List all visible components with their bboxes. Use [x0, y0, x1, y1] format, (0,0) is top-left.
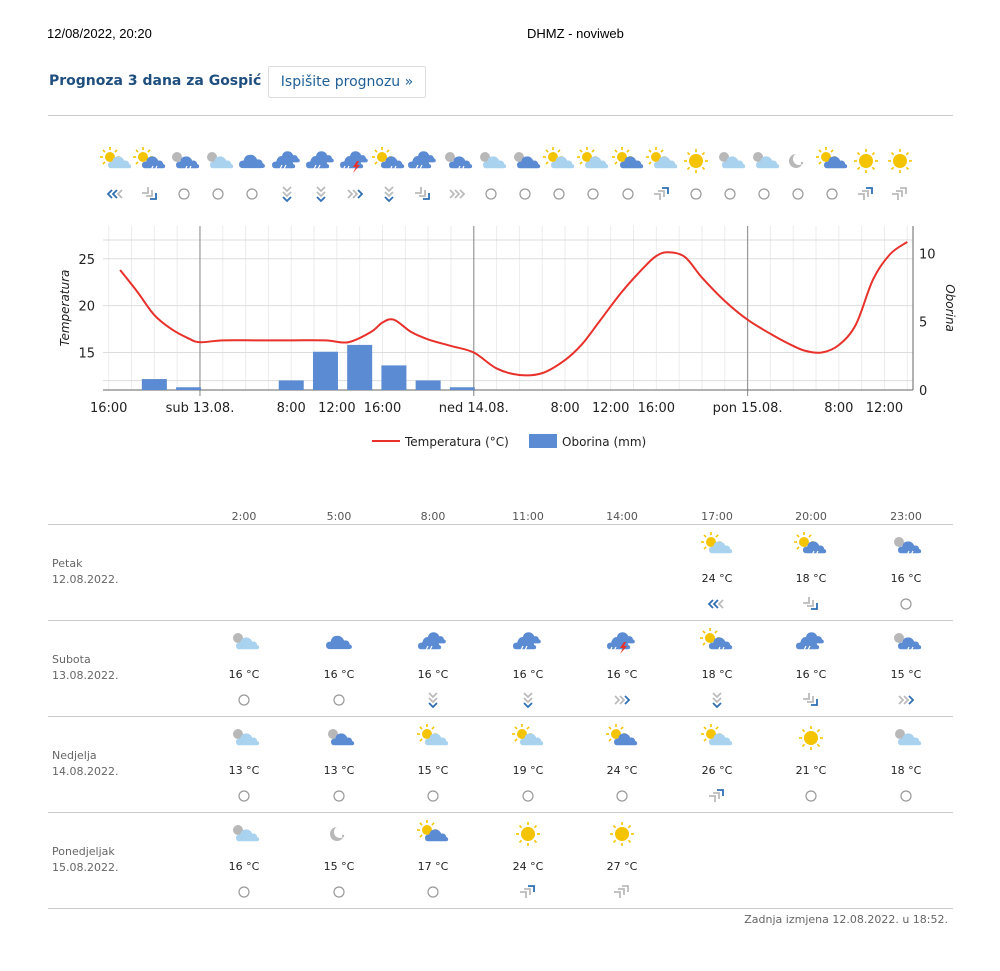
cell-temperature: 15 °C — [890, 668, 922, 681]
cell-temperature: 16 °C — [228, 668, 260, 681]
wind-se-gray-icon — [800, 595, 822, 613]
table-hour-header: 11:00 — [512, 510, 544, 523]
wind-down-blue-icon — [517, 691, 539, 709]
calm-icon — [422, 883, 444, 901]
cloud-dark-icon — [321, 628, 357, 656]
sun-cloud-dark-icon — [604, 724, 640, 752]
sun-icon — [793, 724, 829, 752]
x-axis-tick: 16:00 — [637, 401, 676, 416]
cell-temperature: 27 °C — [606, 860, 638, 873]
calm-icon — [800, 787, 822, 805]
cloud-rain-icon — [415, 628, 451, 656]
left-axis-tick: 15 — [78, 346, 95, 362]
wind-down-blue-icon — [706, 691, 728, 709]
precip-bar — [381, 365, 406, 390]
right-axis-tick: 10 — [919, 247, 936, 263]
calm-icon — [895, 787, 917, 805]
forecast-chart — [0, 0, 1000, 460]
moon-cloud-light-icon — [888, 724, 924, 752]
table-row-divider — [48, 812, 953, 813]
x-axis-tick: sub 13.08. — [165, 401, 235, 416]
table-hour-header: 2:00 — [231, 510, 257, 523]
cell-temperature: 15 °C — [323, 860, 355, 873]
cell-temperature: 24 °C — [606, 764, 638, 777]
calm-icon — [328, 691, 350, 709]
table-hour-header: 14:00 — [606, 510, 638, 523]
right-axis-tick: 5 — [919, 315, 928, 331]
x-axis-tick: 12:00 — [865, 401, 904, 416]
table-row-divider — [48, 716, 953, 717]
moon-cloud-light-icon — [226, 628, 262, 656]
precip-bar — [279, 380, 304, 390]
last-modified: Zadnja izmjena 12.08.2022. u 18:52. — [744, 913, 948, 926]
moon-cloud-rain-icon — [888, 628, 924, 656]
cell-temperature: 24 °C — [701, 572, 733, 585]
wind-se-gray-icon — [800, 691, 822, 709]
print-forecast-button[interactable]: Ispišite prognozu » — [268, 66, 426, 98]
precip-bar — [416, 380, 441, 390]
cell-temperature: 16 °C — [323, 668, 355, 681]
cell-temperature: 16 °C — [795, 668, 827, 681]
calm-icon — [517, 787, 539, 805]
cell-temperature: 16 °C — [606, 668, 638, 681]
right-axis-label: Oborina — [943, 284, 957, 332]
day-date: 15.08.2022. — [52, 861, 119, 874]
x-axis-tick: 8:00 — [276, 401, 306, 416]
x-axis-tick: 8:00 — [550, 401, 580, 416]
sun-cloud-light-icon — [699, 532, 735, 560]
moon-cloud-rain-icon — [888, 532, 924, 560]
cell-temperature: 16 °C — [228, 860, 260, 873]
sun-cloud-light-icon — [415, 724, 451, 752]
sun-icon — [604, 820, 640, 848]
wind-down-blue-icon — [422, 691, 444, 709]
calm-icon — [895, 595, 917, 613]
wind-ne-blue-icon — [517, 883, 539, 901]
day-name: Nedjelja — [52, 749, 97, 762]
calm-icon — [328, 787, 350, 805]
sun-cloud-rain-icon — [793, 532, 829, 560]
wind-right-blue-icon — [895, 691, 917, 709]
temperature-line — [120, 242, 907, 375]
wind-left-blue-icon — [706, 595, 728, 613]
precip-bar — [142, 379, 167, 390]
cell-temperature: 18 °C — [795, 572, 827, 585]
cell-temperature: 16 °C — [890, 572, 922, 585]
wind-ne-blue-icon — [706, 787, 728, 805]
day-name: Ponedjeljak — [52, 845, 115, 858]
right-axis-tick: 0 — [919, 384, 928, 399]
x-axis-tick: 8:00 — [824, 401, 854, 416]
precip-bar — [176, 387, 201, 390]
precip-bar — [313, 352, 338, 390]
cell-temperature: 16 °C — [417, 668, 449, 681]
cell-temperature: 13 °C — [323, 764, 355, 777]
sun-icon — [510, 820, 546, 848]
cell-temperature: 18 °C — [701, 668, 733, 681]
x-axis-tick: 16:00 — [89, 401, 128, 416]
day-date: 14.08.2022. — [52, 765, 119, 778]
sun-cloud-light-icon — [699, 724, 735, 752]
cell-temperature: 17 °C — [417, 860, 449, 873]
x-axis-tick: ned 14.08. — [438, 401, 509, 416]
left-axis-tick: 20 — [78, 299, 95, 315]
day-name: Petak — [52, 557, 83, 570]
moon-cloud-light-icon — [226, 820, 262, 848]
day-date: 12.08.2022. — [52, 573, 119, 586]
left-axis-tick: 25 — [78, 252, 95, 268]
x-axis-tick: 12:00 — [591, 401, 630, 416]
wind-right-blue-icon — [611, 691, 633, 709]
table-row-divider — [48, 524, 953, 525]
cell-temperature: 15 °C — [417, 764, 449, 777]
cell-temperature: 19 °C — [512, 764, 544, 777]
sun-cloud-rain-icon — [699, 628, 735, 656]
site-title: DHMZ - noviweb — [527, 26, 624, 41]
calm-icon — [233, 787, 255, 805]
calm-icon — [422, 787, 444, 805]
table-hour-header: 20:00 — [795, 510, 827, 523]
calm-icon — [233, 883, 255, 901]
table-hour-header: 17:00 — [701, 510, 733, 523]
left-axis-label: Temperatura — [58, 269, 72, 347]
page-title: Prognoza 3 dana za Gospić — [49, 73, 262, 89]
day-date: 13.08.2022. — [52, 669, 119, 682]
sun-cloud-dark-icon — [415, 820, 451, 848]
table-hour-header: 23:00 — [890, 510, 922, 523]
day-name: Subota — [52, 653, 91, 666]
x-axis-tick: 16:00 — [363, 401, 402, 416]
moon-cloud-dark-icon — [321, 724, 357, 752]
table-row-divider — [48, 908, 953, 909]
moon-cloud-light-icon — [226, 724, 262, 752]
cell-temperature: 21 °C — [795, 764, 827, 777]
x-axis-tick: 12:00 — [318, 401, 356, 416]
chart-legend[interactable] — [372, 434, 646, 449]
calm-icon — [328, 883, 350, 901]
calm-icon — [233, 691, 255, 709]
cell-temperature: 18 °C — [890, 764, 922, 777]
precip-bar — [450, 387, 475, 390]
moon-clear-icon — [321, 820, 357, 848]
legend-temperature: Temperatura (°C) — [405, 435, 509, 449]
precip-bar — [347, 345, 372, 390]
sun-cloud-light-icon — [510, 724, 546, 752]
cell-temperature: 26 °C — [701, 764, 733, 777]
wind-ne-gray-icon — [611, 883, 633, 901]
cell-temperature: 13 °C — [228, 764, 260, 777]
legend-precip: Oborina (mm) — [562, 435, 647, 449]
table-hour-header: 5:00 — [326, 510, 352, 523]
table-hour-header: 8:00 — [420, 510, 446, 523]
cell-temperature: 24 °C — [512, 860, 544, 873]
cell-temperature: 16 °C — [512, 668, 544, 681]
print-datetime: 12/08/2022, 20:20 — [47, 26, 152, 41]
x-axis-tick: pon 15.08. — [712, 401, 783, 416]
cloud-thunder-icon — [604, 628, 640, 656]
cloud-rain-icon — [510, 628, 546, 656]
table-row-divider — [48, 620, 953, 621]
cloud-rain-icon — [793, 628, 829, 656]
calm-icon — [611, 787, 633, 805]
